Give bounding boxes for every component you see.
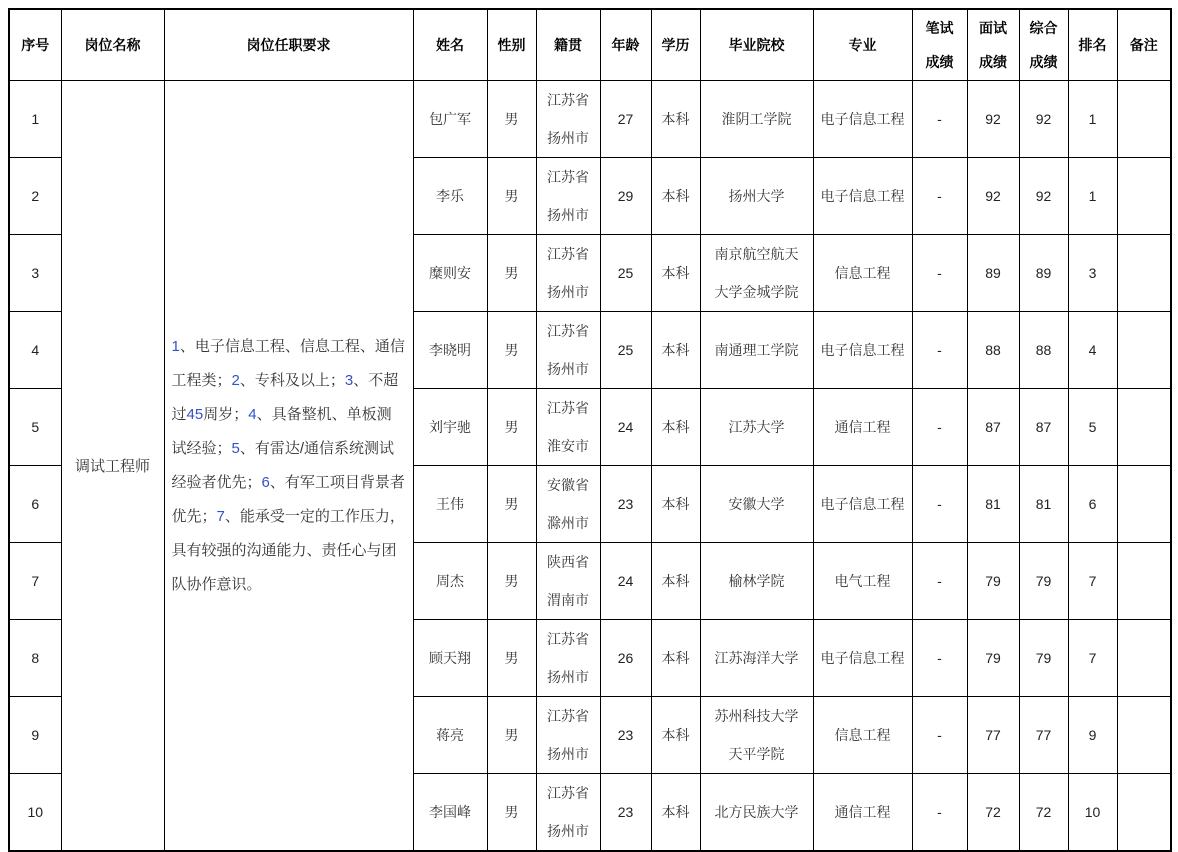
cell-rank: 7 [1068,543,1117,620]
cell-written-score: - [912,312,967,389]
column-header-school: 毕业院校 [700,9,813,81]
cell-education: 本科 [651,697,700,774]
cell-education: 本科 [651,466,700,543]
cell-education: 本科 [651,312,700,389]
cell-hometown: 江苏省 扬州市 [536,312,600,389]
cell-age: 23 [600,774,651,852]
cell-remark [1117,312,1171,389]
column-header-name: 姓名 [413,9,487,81]
cell-gender: 男 [487,235,536,312]
cell-hometown: 江苏省 淮安市 [536,389,600,466]
cell-rank: 1 [1068,158,1117,235]
cell-interview-score: 92 [967,158,1019,235]
cell-name: 王伟 [413,466,487,543]
cell-written-score: - [912,235,967,312]
cell-interview-score: 87 [967,389,1019,466]
cell-rank: 6 [1068,466,1117,543]
cell-education: 本科 [651,81,700,158]
column-header-hometown: 籍贯 [536,9,600,81]
cell-interview-score: 79 [967,543,1019,620]
cell-rank: 7 [1068,620,1117,697]
cell-name: 包广军 [413,81,487,158]
cell-remark [1117,158,1171,235]
cell-remark [1117,697,1171,774]
cell-school: 安徽大学 [700,466,813,543]
cell-overall-score: 72 [1019,774,1068,852]
column-header-serial: 序号 [9,9,61,81]
cell-written-score: - [912,389,967,466]
cell-school: 江苏大学 [700,389,813,466]
cell-serial: 3 [9,235,61,312]
cell-name: 李晓明 [413,312,487,389]
cell-gender: 男 [487,543,536,620]
table-row [9,81,1171,158]
cell-gender: 男 [487,312,536,389]
cell-name: 糜则安 [413,235,487,312]
cell-rank: 9 [1068,697,1117,774]
cell-written-score: - [912,620,967,697]
cell-major: 信息工程 [813,697,912,774]
column-header-position: 岗位名称 [61,9,164,81]
cell-rank: 5 [1068,389,1117,466]
cell-overall-score: 77 [1019,697,1068,774]
cell-serial: 1 [9,81,61,158]
cell-name: 刘宇驰 [413,389,487,466]
cell-school: 南京航空航天 大学金城学院 [700,235,813,312]
cell-remark [1117,235,1171,312]
cell-age: 27 [600,81,651,158]
cell-serial: 10 [9,774,61,852]
table-body [9,81,1171,852]
column-header-major: 专业 [813,9,912,81]
cell-interview-score: 77 [967,697,1019,774]
cell-interview-score: 72 [967,774,1019,852]
cell-gender: 男 [487,81,536,158]
cell-education: 本科 [651,235,700,312]
cell-education: 本科 [651,158,700,235]
cell-serial: 9 [9,697,61,774]
cell-major: 电子信息工程 [813,466,912,543]
cell-school: 江苏海洋大学 [700,620,813,697]
requirements-cell: 1、电子信息工程、信息工程、通信工程类；2、专科及以上；3、不超过45周岁；4、具备整机、单板测试经验；5、有雷达/通信系统测试经验者优先；6、有军工项目背景者优先；7、能承受一定的工作压力，具有较强的沟通能力、责任心与团队协作意识。 [164,81,413,852]
cell-age: 24 [600,543,651,620]
cell-name: 李乐 [413,158,487,235]
cell-name: 李国峰 [413,774,487,852]
cell-rank: 10 [1068,774,1117,852]
cell-school: 榆林学院 [700,543,813,620]
column-header-requirements: 岗位任职要求 [164,9,413,81]
cell-overall-score: 92 [1019,81,1068,158]
cell-remark [1117,389,1171,466]
cell-hometown: 江苏省 扬州市 [536,774,600,852]
cell-major: 电子信息工程 [813,312,912,389]
cell-written-score: - [912,81,967,158]
cell-school: 苏州科技大学 天平学院 [700,697,813,774]
cell-age: 25 [600,235,651,312]
cell-remark [1117,620,1171,697]
cell-gender: 男 [487,466,536,543]
table-header-row [9,9,1171,81]
cell-major: 信息工程 [813,235,912,312]
cell-school: 南通理工学院 [700,312,813,389]
column-header-overall: 综合 成绩 [1019,9,1068,81]
cell-age: 26 [600,620,651,697]
cell-serial: 7 [9,543,61,620]
cell-name: 蒋亮 [413,697,487,774]
cell-major: 电气工程 [813,543,912,620]
cell-major: 通信工程 [813,389,912,466]
cell-overall-score: 87 [1019,389,1068,466]
position-name-cell: 调试工程师 [61,81,164,852]
cell-education: 本科 [651,774,700,852]
cell-gender: 男 [487,620,536,697]
column-header-rank: 排名 [1068,9,1117,81]
cell-overall-score: 92 [1019,158,1068,235]
cell-remark [1117,466,1171,543]
cell-serial: 8 [9,620,61,697]
cell-gender: 男 [487,389,536,466]
cell-serial: 4 [9,312,61,389]
cell-name: 周杰 [413,543,487,620]
column-header-education: 学历 [651,9,700,81]
cell-interview-score: 79 [967,620,1019,697]
cell-interview-score: 81 [967,466,1019,543]
cell-rank: 3 [1068,235,1117,312]
cell-hometown: 江苏省 扬州市 [536,620,600,697]
cell-interview-score: 88 [967,312,1019,389]
cell-overall-score: 81 [1019,466,1068,543]
cell-school: 淮阴工学院 [700,81,813,158]
column-header-interview: 面试 成绩 [967,9,1019,81]
cell-overall-score: 79 [1019,620,1068,697]
cell-rank: 4 [1068,312,1117,389]
cell-overall-score: 88 [1019,312,1068,389]
cell-name: 顾天翔 [413,620,487,697]
cell-hometown: 江苏省 扬州市 [536,235,600,312]
recruitment-results-table [8,8,1172,852]
cell-age: 23 [600,697,651,774]
cell-hometown: 江苏省 扬州市 [536,81,600,158]
column-header-remark: 备注 [1117,9,1171,81]
cell-written-score: - [912,158,967,235]
cell-age: 24 [600,389,651,466]
cell-overall-score: 79 [1019,543,1068,620]
cell-interview-score: 89 [967,235,1019,312]
cell-school: 扬州大学 [700,158,813,235]
cell-age: 29 [600,158,651,235]
cell-written-score: - [912,466,967,543]
cell-education: 本科 [651,620,700,697]
cell-gender: 男 [487,697,536,774]
cell-remark [1117,81,1171,158]
cell-age: 25 [600,312,651,389]
cell-gender: 男 [487,158,536,235]
header-row [9,9,1171,81]
cell-serial: 2 [9,158,61,235]
cell-hometown: 江苏省 扬州市 [536,697,600,774]
column-header-age: 年龄 [600,9,651,81]
cell-rank: 1 [1068,81,1117,158]
cell-major: 通信工程 [813,774,912,852]
column-header-written: 笔试 成绩 [912,9,967,81]
cell-major: 电子信息工程 [813,158,912,235]
cell-major: 电子信息工程 [813,620,912,697]
cell-remark [1117,774,1171,852]
cell-serial: 6 [9,466,61,543]
cell-hometown: 陕西省 渭南市 [536,543,600,620]
cell-written-score: - [912,774,967,852]
cell-written-score: - [912,543,967,620]
cell-education: 本科 [651,389,700,466]
cell-written-score: - [912,697,967,774]
column-header-gender: 性别 [487,9,536,81]
cell-interview-score: 92 [967,81,1019,158]
cell-overall-score: 89 [1019,235,1068,312]
cell-serial: 5 [9,389,61,466]
cell-hometown: 江苏省 扬州市 [536,158,600,235]
cell-school: 北方民族大学 [700,774,813,852]
cell-gender: 男 [487,774,536,852]
cell-remark [1117,543,1171,620]
cell-education: 本科 [651,543,700,620]
cell-major: 电子信息工程 [813,81,912,158]
cell-hometown: 安徽省 滁州市 [536,466,600,543]
cell-age: 23 [600,466,651,543]
